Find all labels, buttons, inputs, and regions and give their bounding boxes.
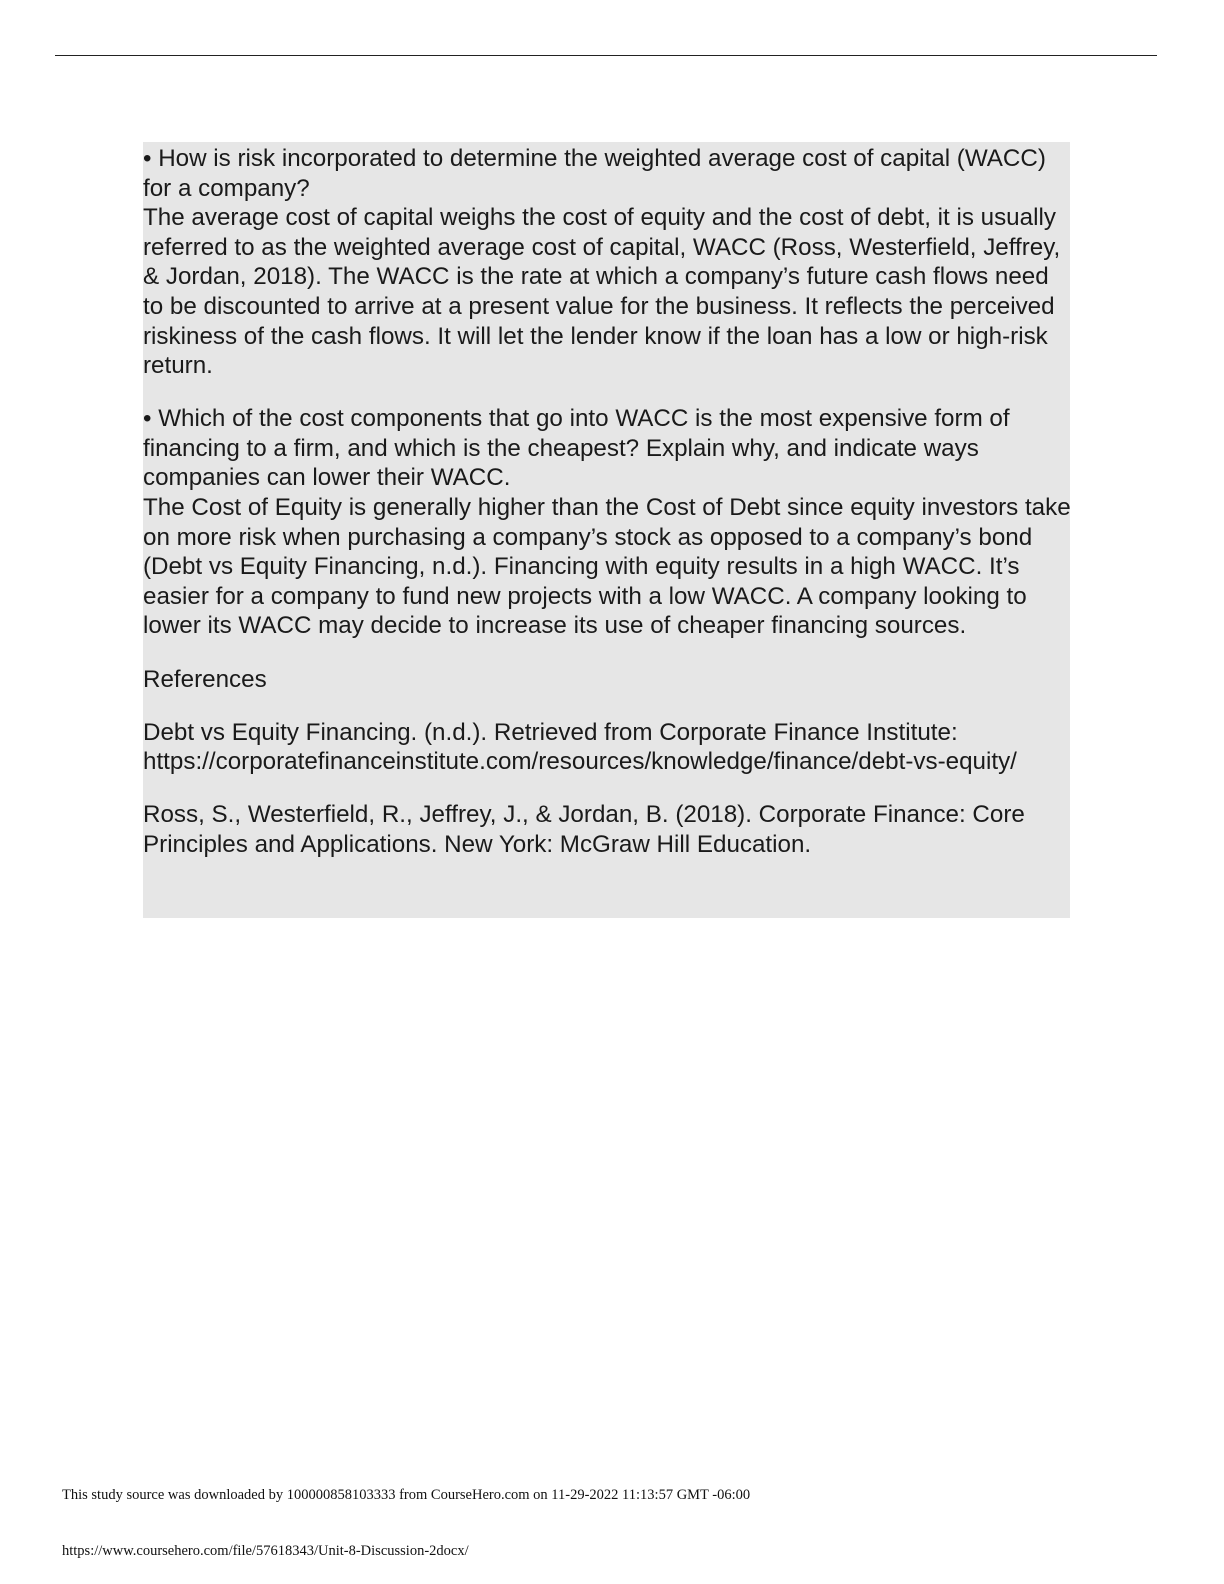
answer-1: The average cost of capital weighs the cost of equity and the cost of debt, it is usually referred to as the weighted average cost of capital, WACC (Ross, Westerfield, Jeffrey, & Jordan, 2018). The WACC is the rate at which a company’s future cash flows need to be discounted to arrive at a present value for the business. It reflects the perceived riskiness of the cash flows. It will let the lender know if the loan has a low or high-risk return. [143,204,1061,380]
top-divider [55,55,1157,56]
answer-2: The Cost of Equity is generally higher than the Cost of Debt since equity investors take on more risk when purchasing a company’s stock as opposed to a company’s bond (Debt vs Equity Financing, n.d.). Financing with equity results in a high WACC. It’s easier for a company to fund new projects with a low WACC. A company looking to lower its WACC may decide to increase its use of cheaper financing sources. [143,494,1071,640]
footer-url[interactable]: https://www.coursehero.com/file/57618343/Unit-8-Discussion-2docx/ [62,1543,469,1559]
footer-source-note: This study source was downloaded by 100000858103333 from CourseHero.com on 11-29-2022 11:13:57 GMT -06:00 [62,1487,751,1503]
references-heading: References [143,665,267,693]
question-1: • How is risk incorporated to determine the weighted average cost of capital (WACC) for a company? [143,145,1046,202]
reference-1: Debt vs Equity Financing. (n.d.). Retrieved from Corporate Finance Institute: https://corporatefinanceinstitute.com/resources/knowledge/finance/debt-vs-equity/ [143,718,1017,776]
document-body [143,144,1073,859]
reference-2: Ross, S., Westerfield, R., Jeffrey, J., & Jordan, B. (2018). Corporate Finance: Core Principles and Applications. New York: McGraw Hill Education. [143,801,1025,858]
question-2: • Which of the cost components that go into WACC is the most expensive form of financing to a firm, and which is the cheapest? Explain why, and indicate ways companies can lower their WACC. [143,405,1010,492]
